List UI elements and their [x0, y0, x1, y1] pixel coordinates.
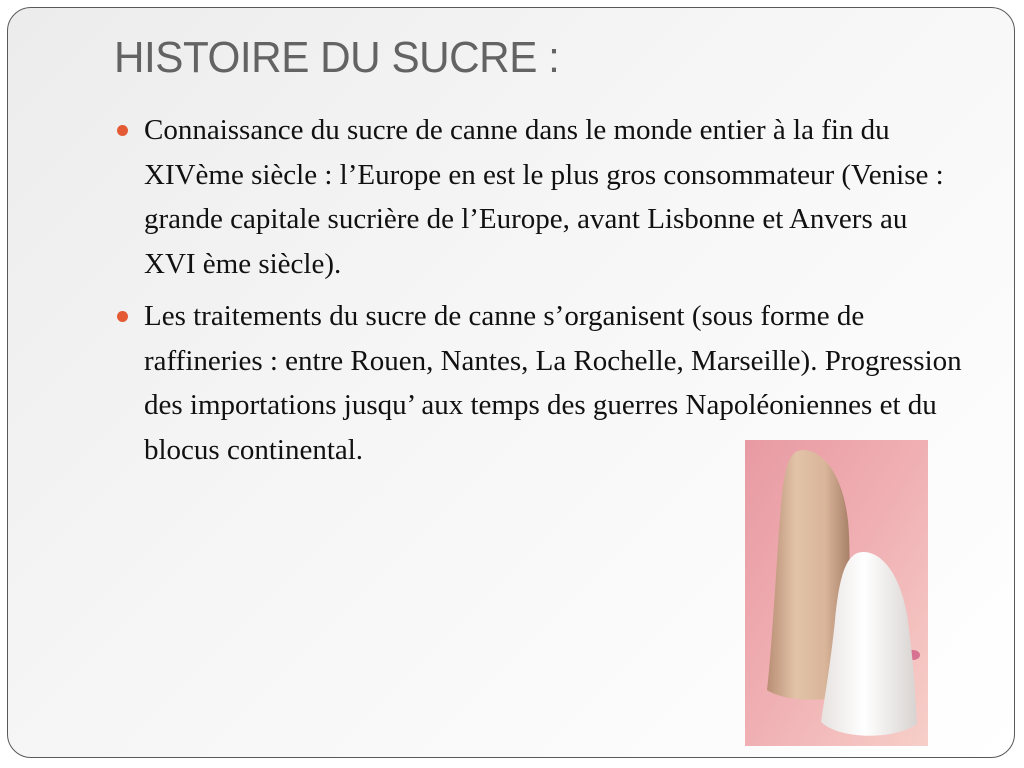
- bullet-dot-icon: [117, 311, 128, 322]
- slide-title: HISTOIRE DU SUCRE :: [114, 33, 560, 82]
- bullet-text: Connaissance du sucre de canne dans le monde entier à la fin du XIVème siècle : l’Europe en est le plus gros consommateur (Venise : grande capitale sucrière de l’Europe, avant Lisbonne et Anvers au XVI ème siècle).: [144, 114, 944, 280]
- bullet-item: [114, 108, 964, 286]
- sugar-loaves-illustration: [745, 440, 928, 746]
- sugar-loaves-photo: [745, 440, 928, 746]
- bullet-dot-icon: [117, 125, 128, 136]
- bullet-list: [114, 108, 964, 480]
- bullet-text: Les traitements du sucre de canne s’organisent (sous forme de raffineries : entre Rouen, Nantes, La Rochelle, Marseille). Progression des importations jusqu’ aux temps des guerres Napoléoniennes et du blocus continental.: [144, 300, 962, 466]
